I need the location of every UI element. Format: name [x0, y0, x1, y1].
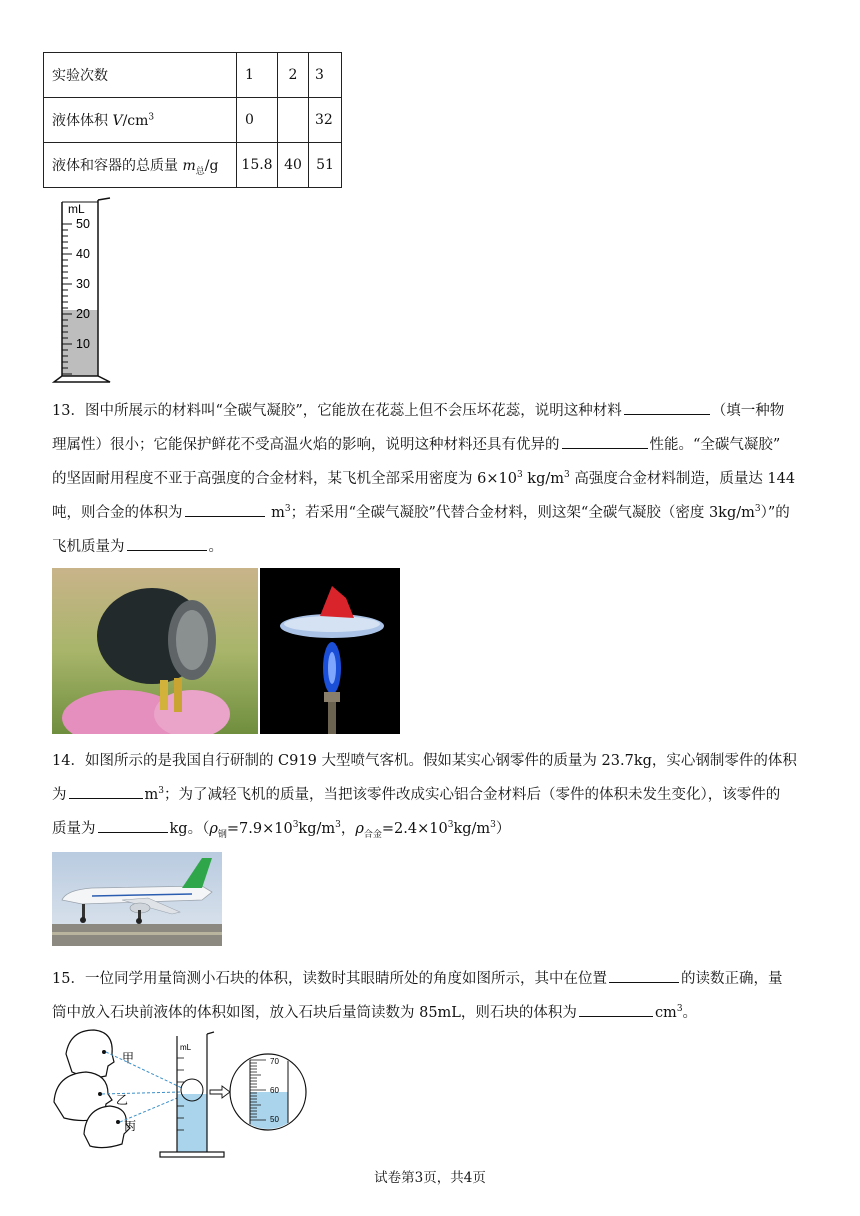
- answer-blank[interactable]: [624, 398, 710, 415]
- q13-line1: 13．图中所展示的材料叫“全碳气凝胶”，它能放在花蕊上但不会压坏花蕊，说明这种材料 （填一种物: [52, 394, 812, 428]
- answer-blank[interactable]: [609, 966, 679, 983]
- table-row: [44, 143, 342, 188]
- zoom-tick-label: 50: [270, 1115, 279, 1124]
- cylinder-tick-label: 30: [76, 277, 90, 291]
- zoom-tick-label: 60: [270, 1086, 279, 1095]
- aerogel-flame-photo: [260, 568, 400, 734]
- cylinder-tick-label: 20: [76, 307, 90, 321]
- q15-line2: 筒中放入石块前液体的体积如图，放入石块后量筒读数为 85mL，则石块的体积为 $cm^3$。: [52, 996, 812, 1030]
- table-cell: [278, 98, 309, 143]
- zoom-tick-label: 70: [270, 1057, 279, 1066]
- cylinder-tick-label: 10: [76, 337, 90, 351]
- q15-line1: 15．一位同学用量筒测小石块的体积，读数时其眼睛所处的角度如图所示，其中在位置 的读数正确，量: [52, 962, 812, 996]
- table-cell: 3: [309, 53, 342, 98]
- label-jia: 甲: [122, 1051, 135, 1065]
- label-bing: 丙: [124, 1119, 137, 1133]
- cylinder-unit-label: mL: [68, 202, 85, 216]
- answer-blank[interactable]: [185, 500, 265, 517]
- cylinder-tick-label: 50: [76, 217, 90, 231]
- q13-line5: 飞机质量为 。: [52, 530, 812, 564]
- q13-line3: 的坚固耐用程度不亚于高强度的合金材料，某飞机全部采用密度为 $6\times 10^3$ $kg/m^3$ 高强度合金材料制造，质量达 144: [52, 470, 796, 487]
- table-cell: 液体体积 $V/cm^3$: [44, 98, 237, 143]
- answer-blank[interactable]: [127, 534, 207, 551]
- eye-position-reading-diagram: [50, 1024, 312, 1158]
- answer-blank[interactable]: [562, 432, 648, 449]
- answer-blank[interactable]: [579, 1000, 653, 1017]
- page-footer: 试卷第3页，共4页: [374, 1170, 486, 1186]
- head-jia: [66, 1030, 114, 1077]
- table-cell: 液体和容器的总质量 $m_总/g$: [44, 143, 237, 188]
- table-cell: 51: [309, 143, 342, 188]
- c919-airplane-photo: [52, 852, 222, 946]
- table-cell: 1: [237, 53, 278, 98]
- diagram-cylinder-unit: mL: [180, 1043, 192, 1052]
- aerogel-on-flower-photo: [52, 568, 258, 734]
- cylinder-tick-label: 40: [76, 247, 90, 261]
- table-row: [44, 53, 342, 98]
- experiment-table: [43, 52, 342, 188]
- q14-line3: 质量为 kg。（$\rho_钢=7.9\times 10^3kg/m^3$，$\rho_{合金}=2.4\times 10^3kg/m^3$）: [52, 812, 812, 846]
- zoom-arrow-icon: [210, 1086, 230, 1098]
- q14-line1: 14．如图所示的是我国自行研制的 C919 大型喷气客机。假如某实心钢零件的质量为 23.7kg，实心钢制零件的体积: [52, 753, 797, 769]
- q13-line4: 吨，则合金的体积为 $m^3$；若采用“全碳气凝胶”代替合金材料，则这架“全碳气凝胶（密度 $3kg/m^3$）”的: [52, 496, 812, 530]
- answer-blank[interactable]: [69, 782, 143, 799]
- table-cell: 实验次数: [44, 53, 237, 98]
- q13-line2: 理属性）很小；它能保护鲜花不受高温火焰的影响，说明这种材料还具有优异的 性能。“全碳气凝胶”: [52, 428, 812, 462]
- graduated-cylinder-figure: [50, 196, 116, 386]
- label-yi: 乙: [116, 1093, 129, 1107]
- table-cell: 40: [278, 143, 309, 188]
- table-cell: 32: [309, 98, 342, 143]
- table-cell: 2: [278, 53, 309, 98]
- table-cell: 0: [237, 98, 278, 143]
- table-row: [44, 98, 342, 143]
- table-cell: 15.8: [237, 143, 278, 188]
- q14-line2: 为 $m^3$；为了减轻飞机的质量，当把该零件改成实心铝合金材料后（零件的体积未发生变化），该零件的: [52, 778, 812, 812]
- answer-blank[interactable]: [98, 816, 168, 833]
